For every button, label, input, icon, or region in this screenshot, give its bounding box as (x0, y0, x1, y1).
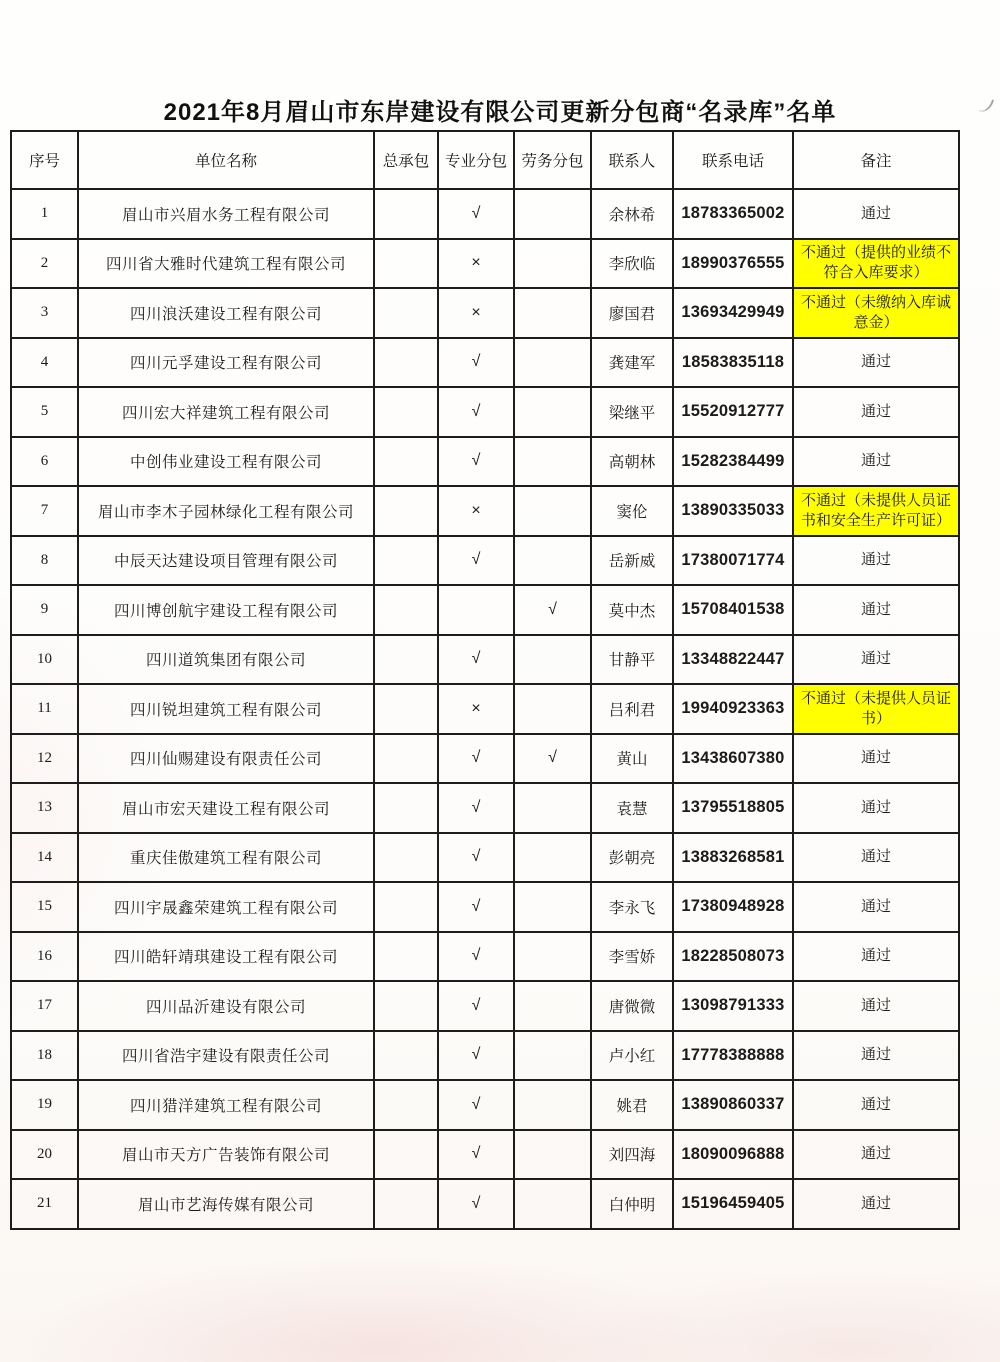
cell-row-number: 5 (11, 387, 78, 437)
cell-phone-number: 15196459405 (673, 1179, 793, 1229)
cell-company-name: 眉山市宏天建设工程有限公司 (78, 783, 374, 833)
cell-contact-person: 袁慧 (591, 783, 673, 833)
cell-remark: 不通过（未提供人员证书和安全生产许可证） (793, 486, 959, 536)
column-header-2: 总承包 (374, 131, 438, 189)
cell-company-name: 四川猎洋建筑工程有限公司 (78, 1080, 374, 1130)
cell-professional-sub: × (438, 239, 514, 289)
cell-row-number: 6 (11, 437, 78, 487)
cell-phone-number: 18783365002 (673, 189, 793, 239)
table-row (11, 783, 959, 833)
cell-labor-sub (514, 833, 591, 883)
cell-contact-person: 窦伦 (591, 486, 673, 536)
cell-contact-person: 余林希 (591, 189, 673, 239)
table-body (11, 189, 959, 1229)
table-row (11, 387, 959, 437)
cell-labor-sub (514, 882, 591, 932)
table-row (11, 1179, 959, 1229)
cell-phone-number: 15520912777 (673, 387, 793, 437)
table-row (11, 882, 959, 932)
cell-company-name: 中辰天达建设项目管理有限公司 (78, 536, 374, 586)
cell-phone-number: 13795518805 (673, 783, 793, 833)
cell-row-number: 10 (11, 635, 78, 685)
cell-remark: 通过 (793, 437, 959, 487)
cell-professional-sub: √ (438, 932, 514, 982)
table-row (11, 486, 959, 536)
cell-remark: 通过 (793, 387, 959, 437)
cell-phone-number: 18990376555 (673, 239, 793, 289)
cell-row-number: 2 (11, 239, 78, 289)
cell-contact-person: 卢小红 (591, 1031, 673, 1081)
cell-professional-sub: √ (438, 783, 514, 833)
cell-phone-number: 13883268581 (673, 833, 793, 883)
table-row (11, 1031, 959, 1081)
cell-company-name: 四川省浩宇建设有限责任公司 (78, 1031, 374, 1081)
table-row (11, 288, 959, 338)
cell-company-name: 四川省大雅时代建筑工程有限公司 (78, 239, 374, 289)
cell-professional-sub: × (438, 684, 514, 734)
cell-company-name: 四川皓轩靖琪建设工程有限公司 (78, 932, 374, 982)
cell-phone-number: 13098791333 (673, 981, 793, 1031)
cell-row-number: 21 (11, 1179, 78, 1229)
cell-professional-sub: √ (438, 536, 514, 586)
cell-professional-sub: √ (438, 437, 514, 487)
cell-professional-sub: √ (438, 338, 514, 388)
cell-row-number: 1 (11, 189, 78, 239)
cell-professional-sub: √ (438, 1080, 514, 1130)
table-row (11, 734, 959, 784)
cell-contact-person: 吕利君 (591, 684, 673, 734)
cell-professional-sub: √ (438, 189, 514, 239)
cell-remark: 通过 (793, 932, 959, 982)
cell-contact-person: 白仲明 (591, 1179, 673, 1229)
table-row (11, 536, 959, 586)
column-header-3: 专业分包 (438, 131, 514, 189)
cell-row-number: 16 (11, 932, 78, 982)
cell-phone-number: 15282384499 (673, 437, 793, 487)
cell-professional-sub: × (438, 288, 514, 338)
table-row (11, 437, 959, 487)
cell-labor-sub (514, 288, 591, 338)
cell-remark: 通过 (793, 783, 959, 833)
cell-row-number: 17 (11, 981, 78, 1031)
cell-labor-sub (514, 338, 591, 388)
cell-company-name: 眉山市艺海传媒有限公司 (78, 1179, 374, 1229)
cell-remark: 不通过（未提供人员证书） (793, 684, 959, 734)
cell-contact-person: 唐微微 (591, 981, 673, 1031)
cell-row-number: 8 (11, 536, 78, 586)
cell-labor-sub (514, 1080, 591, 1130)
cell-phone-number: 17380071774 (673, 536, 793, 586)
cell-remark: 通过 (793, 536, 959, 586)
column-header-7: 备注 (793, 131, 959, 189)
cell-general-contract (374, 1179, 438, 1229)
cell-labor-sub (514, 635, 591, 685)
cell-row-number: 18 (11, 1031, 78, 1081)
cell-contact-person: 李欣临 (591, 239, 673, 289)
cell-general-contract (374, 1130, 438, 1180)
cell-general-contract (374, 288, 438, 338)
cell-labor-sub (514, 932, 591, 982)
cell-remark: 通过 (793, 981, 959, 1031)
cell-company-name: 眉山市兴眉水务工程有限公司 (78, 189, 374, 239)
cell-contact-person: 黄山 (591, 734, 673, 784)
cell-general-contract (374, 189, 438, 239)
cell-phone-number: 13890860337 (673, 1080, 793, 1130)
table-row (11, 1080, 959, 1130)
cell-professional-sub: √ (438, 981, 514, 1031)
cell-contact-person: 刘四海 (591, 1130, 673, 1180)
table-row (11, 684, 959, 734)
cell-company-name: 四川浪沃建设工程有限公司 (78, 288, 374, 338)
cell-remark: 通过 (793, 189, 959, 239)
cell-phone-number: 18090096888 (673, 1130, 793, 1180)
cell-labor-sub (514, 239, 591, 289)
cell-labor-sub (514, 486, 591, 536)
cell-phone-number: 13438607380 (673, 734, 793, 784)
cell-remark: 不通过（未缴纳入库诚意金） (793, 288, 959, 338)
cell-company-name: 四川博创航宇建设工程有限公司 (78, 585, 374, 635)
cell-phone-number: 18583835118 (673, 338, 793, 388)
cell-company-name: 四川品沂建设有限公司 (78, 981, 374, 1031)
cell-phone-number: 13890335033 (673, 486, 793, 536)
cell-remark: 通过 (793, 1130, 959, 1180)
cell-company-name: 中创伟业建设工程有限公司 (78, 437, 374, 487)
column-header-1: 单位名称 (78, 131, 374, 189)
cell-contact-person: 李雪娇 (591, 932, 673, 982)
cell-general-contract (374, 585, 438, 635)
cell-labor-sub (514, 437, 591, 487)
cell-remark: 通过 (793, 833, 959, 883)
cell-row-number: 13 (11, 783, 78, 833)
table-row (11, 981, 959, 1031)
cell-row-number: 14 (11, 833, 78, 883)
cell-general-contract (374, 833, 438, 883)
cell-general-contract (374, 684, 438, 734)
table-row (11, 932, 959, 982)
cell-row-number: 4 (11, 338, 78, 388)
cell-remark: 不通过（提供的业绩不符合入库要求） (793, 239, 959, 289)
cell-phone-number: 15708401538 (673, 585, 793, 635)
table-row (11, 635, 959, 685)
cell-row-number: 15 (11, 882, 78, 932)
cell-remark: 通过 (793, 882, 959, 932)
cell-remark: 通过 (793, 635, 959, 685)
column-header-4: 劳务分包 (514, 131, 591, 189)
cell-contact-person: 梁继平 (591, 387, 673, 437)
cell-professional-sub: √ (438, 1130, 514, 1180)
cell-professional-sub: √ (438, 833, 514, 883)
cell-contact-person: 高朝林 (591, 437, 673, 487)
cell-general-contract (374, 734, 438, 784)
document-title: 2021年8月眉山市东岸建设有限公司更新分包商“名录库”名单 (163, 99, 837, 126)
table-row (11, 585, 959, 635)
cell-labor-sub (514, 783, 591, 833)
cell-remark: 通过 (793, 1031, 959, 1081)
cell-labor-sub (514, 1179, 591, 1229)
cell-general-contract (374, 981, 438, 1031)
cell-contact-person: 甘静平 (591, 635, 673, 685)
cell-phone-number: 13693429949 (673, 288, 793, 338)
cell-general-contract (374, 932, 438, 982)
cell-remark: 通过 (793, 1179, 959, 1229)
cell-labor-sub (514, 1130, 591, 1180)
cell-company-name: 四川元孚建设工程有限公司 (78, 338, 374, 388)
cell-row-number: 11 (11, 684, 78, 734)
cell-company-name: 四川宇晟鑫荣建筑工程有限公司 (78, 882, 374, 932)
cell-company-name: 四川锐坦建筑工程有限公司 (78, 684, 374, 734)
cell-company-name: 四川仙赐建设有限责任公司 (78, 734, 374, 784)
cell-phone-number: 17380948928 (673, 882, 793, 932)
cell-labor-sub (514, 536, 591, 586)
cell-remark: 通过 (793, 1080, 959, 1130)
cell-phone-number: 17778388888 (673, 1031, 793, 1081)
cell-row-number: 9 (11, 585, 78, 635)
cell-contact-person: 莫中杰 (591, 585, 673, 635)
cell-general-contract (374, 536, 438, 586)
cell-general-contract (374, 239, 438, 289)
cell-general-contract (374, 635, 438, 685)
cell-phone-number: 18228508073 (673, 932, 793, 982)
cell-professional-sub (438, 585, 514, 635)
cell-contact-person: 龚建军 (591, 338, 673, 388)
cell-labor-sub (514, 387, 591, 437)
table-row (11, 189, 959, 239)
cell-professional-sub: √ (438, 635, 514, 685)
cell-professional-sub: √ (438, 387, 514, 437)
cell-general-contract (374, 338, 438, 388)
cell-phone-number: 19940923363 (673, 684, 793, 734)
cell-general-contract (374, 783, 438, 833)
cell-professional-sub: √ (438, 882, 514, 932)
cell-row-number: 3 (11, 288, 78, 338)
cell-labor-sub (514, 981, 591, 1031)
cell-remark: 通过 (793, 585, 959, 635)
cell-remark: 通过 (793, 734, 959, 784)
column-header-6: 联系电话 (673, 131, 793, 189)
cell-row-number: 7 (11, 486, 78, 536)
column-header-0: 序号 (11, 131, 78, 189)
table-row (11, 833, 959, 883)
cell-contact-person: 廖国君 (591, 288, 673, 338)
cell-contact-person: 彭朝亮 (591, 833, 673, 883)
cell-remark: 通过 (793, 338, 959, 388)
cell-company-name: 眉山市天方广告装饰有限公司 (78, 1130, 374, 1180)
table-header-row (11, 131, 959, 189)
cell-company-name: 四川道筑集团有限公司 (78, 635, 374, 685)
cell-professional-sub: √ (438, 1179, 514, 1229)
subcontractor-roster-table (10, 130, 960, 1230)
cell-labor-sub (514, 1031, 591, 1081)
cell-company-name: 重庆佳傲建筑工程有限公司 (78, 833, 374, 883)
cell-labor-sub: √ (514, 585, 591, 635)
cell-labor-sub: √ (514, 734, 591, 784)
cell-labor-sub (514, 189, 591, 239)
cell-company-name: 眉山市李木子园林绿化工程有限公司 (78, 486, 374, 536)
column-header-5: 联系人 (591, 131, 673, 189)
cell-labor-sub (514, 684, 591, 734)
cell-company-name: 四川宏大祥建筑工程有限公司 (78, 387, 374, 437)
cell-general-contract (374, 486, 438, 536)
cell-professional-sub: × (438, 486, 514, 536)
cell-contact-person: 李永飞 (591, 882, 673, 932)
cell-professional-sub: √ (438, 734, 514, 784)
table-row (11, 338, 959, 388)
table-row (11, 239, 959, 289)
cell-professional-sub: √ (438, 1031, 514, 1081)
cell-row-number: 19 (11, 1080, 78, 1130)
cell-general-contract (374, 1080, 438, 1130)
cell-general-contract (374, 437, 438, 487)
cell-general-contract (374, 1031, 438, 1081)
cell-contact-person: 姚君 (591, 1080, 673, 1130)
table-row (11, 1130, 959, 1180)
cell-general-contract (374, 882, 438, 932)
cell-phone-number: 13348822447 (673, 635, 793, 685)
cell-general-contract (374, 387, 438, 437)
cell-row-number: 12 (11, 734, 78, 784)
cell-contact-person: 岳新威 (591, 536, 673, 586)
cell-row-number: 20 (11, 1130, 78, 1180)
